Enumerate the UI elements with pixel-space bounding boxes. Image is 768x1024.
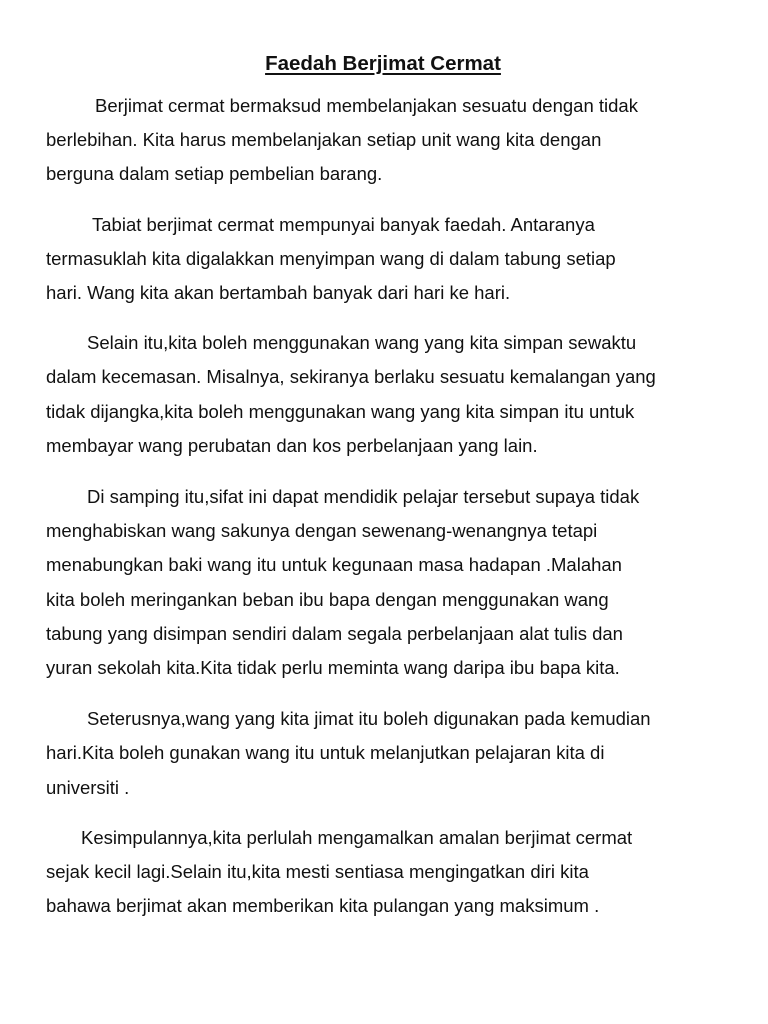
paragraph-future [46,702,720,805]
paragraph-line: tidak dijangka,kita boleh menggunakan wang yang kita simpan itu untuk [46,400,635,422]
paragraph-line: membayar wang perubatan dan kos perbelanjaan yang lain. [46,434,538,456]
paragraph-line: berlebihan. Kita harus membelanjakan setiap unit wang kita dengan [46,129,602,151]
paragraph-benefits [46,208,720,311]
paragraph-line: yuran sekolah kita.Kita tidak perlu meminta wang daripa ibu bapa kita. [46,657,620,679]
paragraph-line: Berjimat cermat bermaksud membelanjakan sesuatu dengan tidak [95,95,638,116]
paragraph-line: Selain itu,kita boleh menggunakan wang yang kita simpan sewaktu [87,332,637,354]
paragraph-line: hari.Kita boleh gunakan wang itu untuk melanjutkan pelajaran kita di [46,742,605,764]
paragraph-definition [46,89,720,192]
paragraph-line: hari. Wang kita akan bertambah banyak dari hari ke hari. [46,282,511,304]
paragraph-line: dalam kecemasan. Misalnya, sekiranya berlaku sesuatu kemalangan yang [46,366,656,388]
paragraph-emergency [46,326,720,463]
paragraph-line: tabung yang disimpan sendiri dalam segala perbelanjaan alat tulis dan [46,622,623,644]
paragraph-line: Tabiat berjimat cermat mempunyai banyak faedah. Antaranya [92,213,595,235]
paragraph-line: Di samping itu,sifat ini dapat mendidik pelajar tersebut supaya tidak [87,486,640,508]
paragraph-line: berguna dalam setiap pembelian barang. [46,163,383,185]
document-title: Faedah Berjimat Cermat [265,52,501,75]
paragraph-line: menghabiskan wang sakunya dengan sewenang-wenangnya tetapi [46,520,598,542]
paragraph-line: bahawa berjimat akan memberikan kita pulangan yang maksimum . [46,895,600,917]
paragraph-education [46,480,720,685]
paragraph-line: universiti . [46,776,130,798]
paragraph-conclusion [46,821,720,924]
paragraph-line: menabungkan baki wang itu untuk kegunaan masa hadapan .Malahan [46,554,622,576]
paragraph-line: termasuklah kita digalakkan menyimpan wang di dalam tabung setiap [46,247,616,269]
paragraph-line: Seterusnya,wang yang kita jimat itu boleh digunakan pada kemudian [87,708,651,730]
paragraph-line: Kesimpulannya,kita perlulah mengamalkan amalan berjimat cermat [81,826,633,848]
paragraph-line: kita boleh meringankan beban ibu bapa dengan menggunakan wang [46,588,609,610]
paragraph-line: sejak kecil lagi.Selain itu,kita mesti sentiasa mengingatkan diri kita [46,861,589,883]
